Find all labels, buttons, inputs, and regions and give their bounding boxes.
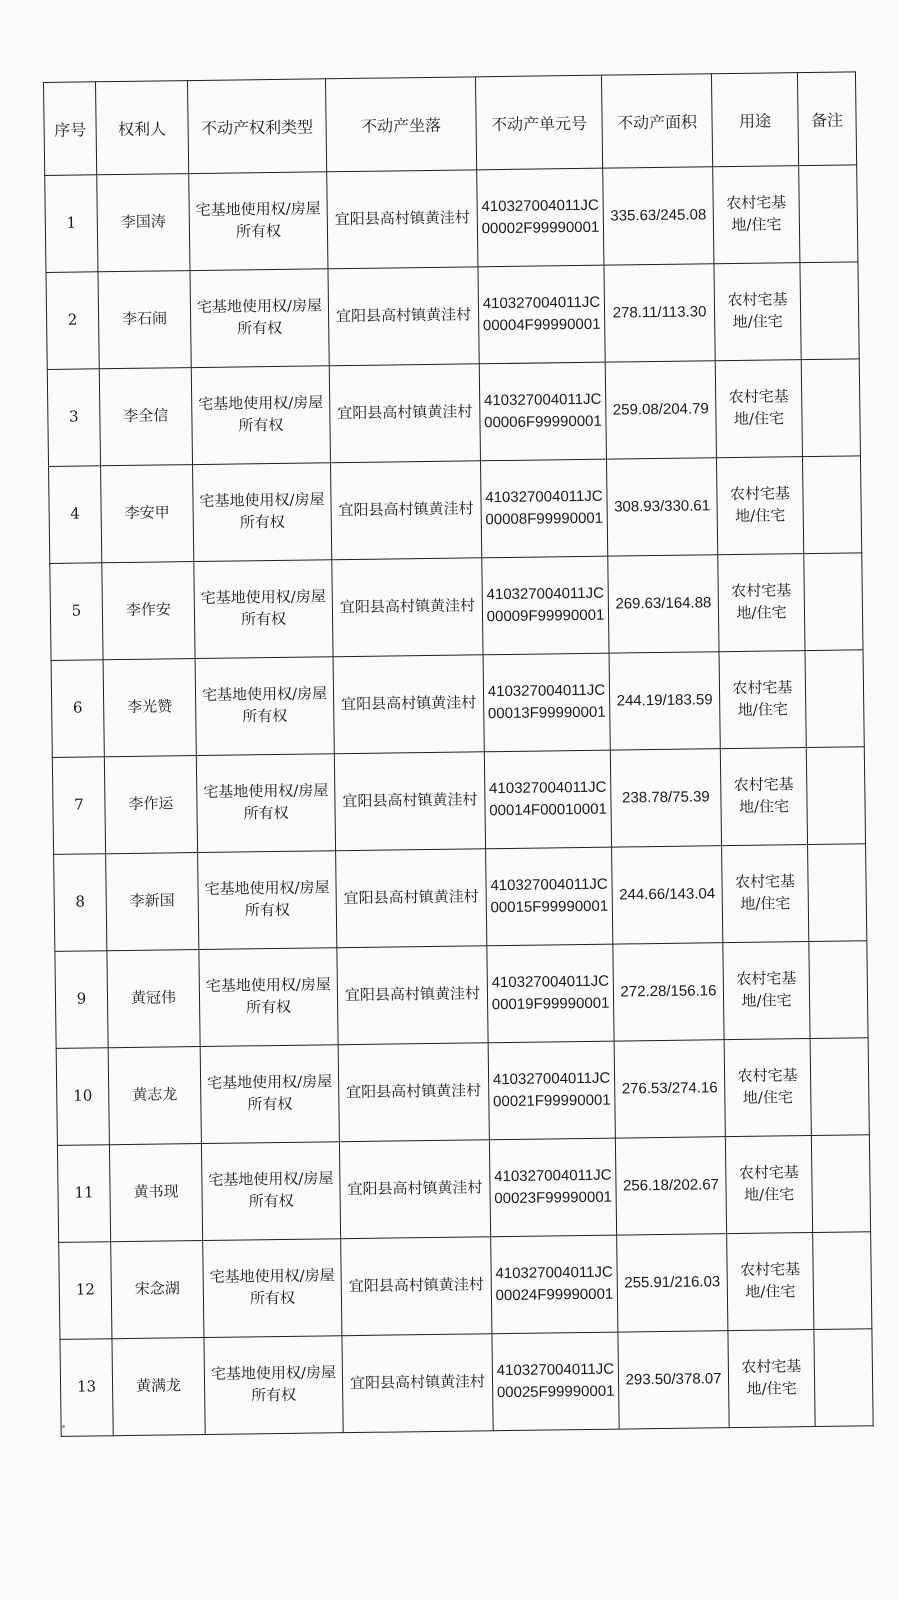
property-location: 宜阳县高村镇黄洼村: [337, 946, 488, 1045]
owner-name: 李安甲: [101, 465, 194, 563]
property-use: 农村宅基地/住宅: [720, 748, 807, 846]
table-row: [55, 941, 868, 1049]
table-row: [54, 844, 867, 952]
unit-number: 410327004011JC00014F00010001: [484, 750, 611, 849]
header-owner: 权利人: [96, 81, 189, 175]
right-type: 宅基地使用权/房屋所有权: [201, 1142, 340, 1241]
property-use: 农村宅基地/住宅: [724, 1039, 811, 1137]
unit-number: 410327004011JC00023F99990001: [489, 1138, 616, 1237]
row-number: 2: [46, 272, 99, 370]
header-note: 备注: [797, 72, 856, 166]
property-area: 272.28/156.16: [613, 943, 724, 1041]
table-row: [52, 747, 865, 855]
property-area: 256.18/202.67: [615, 1137, 726, 1235]
property-location: 宜阳县高村镇黄洼村: [339, 1140, 490, 1239]
owner-name: 李光赞: [103, 659, 196, 757]
note-cell: [800, 262, 859, 360]
row-number: 3: [47, 369, 100, 467]
unit-number: 410327004011JC00008F99990001: [480, 459, 607, 558]
note-cell: [814, 1329, 873, 1427]
table-row: [46, 262, 859, 370]
unit-number: 410327004011JC00015F99990001: [486, 847, 613, 946]
right-type: 宅基地使用权/房屋所有权: [203, 1239, 342, 1338]
property-area: 244.19/183.59: [609, 652, 720, 750]
right-type: 宅基地使用权/房屋所有权: [204, 1336, 343, 1435]
property-use: 农村宅基地/住宅: [719, 651, 806, 749]
note-cell: [811, 1135, 870, 1233]
table-row: [59, 1232, 872, 1340]
note-cell: [805, 650, 864, 748]
right-type: 宅基地使用权/房屋所有权: [190, 269, 329, 368]
table-row: [51, 650, 864, 758]
property-location: 宜阳县高村镇黄洼村: [333, 655, 484, 754]
unit-number: 410327004011JC00006F99990001: [479, 362, 606, 461]
property-area: 255.91/216.03: [617, 1234, 728, 1332]
row-number: 7: [52, 757, 105, 855]
property-location: 宜阳县高村镇黄洼村: [331, 461, 482, 560]
property-area: 293.50/378.07: [618, 1331, 729, 1429]
property-location: 宜阳县高村镇黄洼村: [342, 1334, 493, 1433]
header-location: 不动产坐落: [325, 77, 476, 172]
property-use: 农村宅基地/住宅: [728, 1330, 815, 1428]
note-cell: [802, 456, 861, 554]
row-number: 13: [60, 1339, 113, 1437]
right-type: 宅基地使用权/房屋所有权: [193, 463, 332, 562]
property-location: 宜阳县高村镇黄洼村: [338, 1043, 489, 1142]
table-row: [49, 456, 862, 564]
property-location: 宜阳县高村镇黄洼村: [329, 364, 480, 463]
property-area: 259.08/204.79: [605, 361, 716, 459]
table-row: [50, 553, 863, 661]
property-use: 农村宅基地/住宅: [722, 845, 809, 943]
row-number: 11: [57, 1145, 110, 1243]
property-use: 农村宅基地/住宅: [718, 554, 805, 652]
property-area: 308.93/330.61: [606, 458, 717, 556]
property-location: 宜阳县高村镇黄洼村: [341, 1237, 492, 1336]
property-area: 244.66/143.04: [612, 846, 723, 944]
right-type: 宅基地使用权/房屋所有权: [198, 851, 337, 950]
note-cell: [813, 1232, 872, 1330]
property-use: 农村宅基地/住宅: [714, 263, 801, 361]
note-cell: [808, 844, 867, 942]
row-number: 1: [45, 175, 98, 273]
row-number: 9: [55, 951, 108, 1049]
row-number: 10: [56, 1048, 109, 1146]
row-number: 4: [49, 466, 102, 564]
owner-name: 李新国: [106, 853, 199, 951]
property-location: 宜阳县高村镇黄洼村: [327, 170, 478, 269]
property-use: 农村宅基地/住宅: [715, 360, 802, 458]
row-number: 6: [51, 660, 104, 758]
unit-number: 410327004011JC00025F99990001: [492, 1332, 619, 1431]
unit-number: 410327004011JC00013F99990001: [483, 653, 610, 752]
property-location: 宜阳县高村镇黄洼村: [332, 558, 483, 657]
header-row: [44, 72, 857, 176]
right-type: 宅基地使用权/房屋所有权: [194, 560, 333, 659]
row-number: 12: [59, 1242, 112, 1340]
property-area: 335.63/245.08: [603, 167, 714, 265]
table-row: [56, 1038, 869, 1146]
owner-name: 李石闹: [98, 271, 191, 369]
property-use: 农村宅基地/住宅: [716, 457, 803, 555]
owner-name: 黄志龙: [108, 1047, 201, 1145]
property-location: 宜阳县高村镇黄洼村: [336, 849, 487, 948]
table-row: [60, 1329, 873, 1437]
property-use: 农村宅基地/住宅: [727, 1233, 814, 1331]
owner-name: 李作运: [104, 756, 197, 854]
property-use: 农村宅基地/住宅: [723, 942, 810, 1040]
note-cell: [801, 359, 860, 457]
note-cell: [806, 747, 865, 845]
right-type: 宅基地使用权/房屋所有权: [195, 657, 334, 756]
table-row: [47, 359, 860, 467]
owner-name: 黄书现: [109, 1144, 202, 1242]
owner-name: 宋念湖: [111, 1241, 204, 1339]
unit-number: 410327004011JC00004F99990001: [478, 265, 605, 364]
note-cell: [809, 941, 868, 1039]
table-row: [57, 1135, 870, 1243]
right-type: 宅基地使用权/房屋所有权: [200, 1045, 339, 1144]
header-right-type: 不动产权利类型: [187, 79, 326, 174]
owner-name: 黄满龙: [112, 1338, 205, 1436]
header-area: 不动产面积: [601, 74, 712, 168]
header-unit-number: 不动产单元号: [475, 75, 602, 170]
right-type: 宅基地使用权/房屋所有权: [199, 948, 338, 1047]
unit-number: 410327004011JC00009F99990001: [482, 556, 609, 655]
owner-name: 李作安: [102, 562, 195, 660]
owner-name: 李全信: [99, 368, 192, 466]
property-location: 宜阳县高村镇黄洼村: [334, 752, 485, 851]
property-area: 276.53/274.16: [614, 1040, 725, 1138]
right-type: 宅基地使用权/房屋所有权: [189, 172, 328, 271]
table-row: [45, 165, 858, 273]
header-use: 用途: [711, 73, 798, 167]
note-cell: [810, 1038, 869, 1136]
unit-number: 410327004011JC00019F99990001: [487, 944, 614, 1043]
owner-name: 黄冠伟: [107, 950, 200, 1048]
note-cell: [799, 165, 858, 263]
scan-speck: [62, 1425, 65, 1428]
property-area: 278.11/113.30: [604, 264, 715, 362]
right-type: 宅基地使用权/房屋所有权: [196, 754, 335, 853]
property-area: 269.63/164.88: [608, 555, 719, 653]
right-type: 宅基地使用权/房屋所有权: [191, 366, 330, 465]
property-area: 238.78/75.39: [610, 749, 721, 847]
property-register-table: [43, 71, 874, 1437]
row-number: 8: [54, 854, 107, 952]
owner-name: 李国涛: [97, 174, 190, 272]
unit-number: 410327004011JC00002F99990001: [477, 168, 604, 267]
property-location: 宜阳县高村镇黄洼村: [328, 267, 479, 366]
property-use: 农村宅基地/住宅: [713, 166, 800, 264]
unit-number: 410327004011JC00024F99990001: [491, 1235, 618, 1334]
row-number: 5: [50, 563, 103, 661]
property-use: 农村宅基地/住宅: [725, 1136, 812, 1234]
unit-number: 410327004011JC00021F99990001: [488, 1041, 615, 1140]
note-cell: [804, 553, 863, 651]
header-no: 序号: [44, 82, 97, 176]
